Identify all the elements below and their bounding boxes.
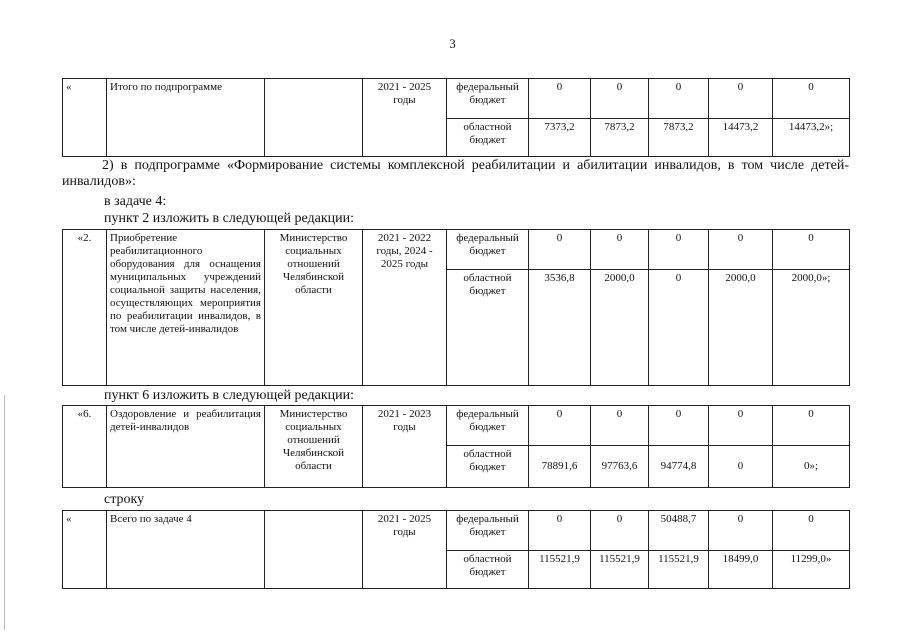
value-cell: 0 [649, 230, 709, 270]
paragraph-subprogram: 2) в подпрограмме «Формирование системы комплексной реабилитации и абилитации инвалидов, в том числе детей-инвалидов»: [62, 158, 849, 189]
value-cell: 0 [529, 406, 591, 446]
table-item-2 [62, 229, 850, 386]
row-executor: Министерство социальных отношений Челябинской области [265, 406, 363, 488]
row-name: Приобретение реабилитационного оборудования для оснащения муниципальных учреждений социальной защиты населения, осуществляющих мероприятия по реабилитации инвалидов, в том числе детей-инвалидов [107, 230, 265, 386]
row-executor [265, 79, 363, 157]
row-quote: « [63, 79, 107, 157]
value-cell: 0 [591, 406, 649, 446]
value-cell: 0 [649, 79, 709, 119]
value-cell: 2000,0 [591, 270, 649, 386]
value-cell: 115521,9 [529, 551, 591, 589]
value-cell: 2000,0 [709, 270, 773, 386]
value-cell: 0 [649, 270, 709, 386]
row-name: Итого по подпрограмме [107, 79, 265, 157]
value-cell: 0 [709, 79, 773, 119]
value-cell: 7873,2 [649, 119, 709, 157]
row-years: 2021 - 2022 годы, 2024 - 2025 годы [363, 230, 447, 386]
value-cell: 0 [591, 79, 649, 119]
funding-source: федеральный бюджет [447, 230, 529, 270]
row-quote: «2. [63, 230, 107, 386]
value-cell: 78891,6 [529, 446, 591, 488]
funding-source: областной бюджет [447, 119, 529, 157]
row-years: 2021 - 2025 годы [363, 511, 447, 589]
funding-source: федеральный бюджет [447, 511, 529, 551]
table-subprogram-total [62, 78, 850, 157]
value-cell: 0 [591, 230, 649, 270]
funding-source: областной бюджет [447, 551, 529, 589]
value-cell: 97763,6 [591, 446, 649, 488]
paragraph-task: в задаче 4: [104, 194, 167, 209]
row-name: Всего по задаче 4 [107, 511, 265, 589]
value-cell: 14473,2 [709, 119, 773, 157]
funding-source: федеральный бюджет [447, 406, 529, 446]
value-cell: 0 [649, 406, 709, 446]
value-cell: 115521,9 [591, 551, 649, 589]
value-cell: 0 [709, 446, 773, 488]
margin-scan-mark [4, 395, 5, 630]
paragraph-row: строку [104, 492, 145, 507]
table-task-total [62, 510, 850, 589]
row-quote: «6. [63, 406, 107, 488]
value-cell: 2000,0»; [773, 270, 850, 386]
row-executor [265, 511, 363, 589]
value-cell: 0 [773, 79, 850, 119]
row-name: Оздоровление и реабилитация детей-инвалидов [107, 406, 265, 488]
value-cell: 0 [773, 511, 850, 551]
row-years: 2021 - 2023 годы [363, 406, 447, 488]
value-cell: 0»; [773, 446, 850, 488]
funding-source: областной бюджет [447, 446, 529, 488]
value-cell: 94774,8 [649, 446, 709, 488]
row-quote: « [63, 511, 107, 589]
paragraph-item2: пункт 2 изложить в следующей редакции: [104, 211, 354, 226]
funding-source: федеральный бюджет [447, 79, 529, 119]
value-cell: 50488,7 [649, 511, 709, 551]
value-cell: 7873,2 [591, 119, 649, 157]
value-cell: 0 [529, 230, 591, 270]
value-cell: 14473,2»; [773, 119, 850, 157]
page-number: 3 [449, 36, 456, 51]
value-cell: 0 [709, 511, 773, 551]
value-cell: 115521,9 [649, 551, 709, 589]
value-cell: 3536,8 [529, 270, 591, 386]
row-years: 2021 - 2025 годы [363, 79, 447, 157]
funding-source: областной бюджет [447, 270, 529, 386]
value-cell: 18499,0 [709, 551, 773, 589]
value-cell: 7373,2 [529, 119, 591, 157]
value-cell: 0 [773, 406, 850, 446]
value-cell: 0 [773, 230, 850, 270]
value-cell: 0 [709, 406, 773, 446]
value-cell: 11299,0» [773, 551, 850, 589]
table-item-6 [62, 405, 850, 488]
value-cell: 0 [591, 511, 649, 551]
row-executor: Министерство социальных отношений Челябинской области [265, 230, 363, 386]
value-cell: 0 [709, 230, 773, 270]
value-cell: 0 [529, 79, 591, 119]
value-cell: 0 [529, 511, 591, 551]
paragraph-item6: пункт 6 изложить в следующей редакции: [104, 388, 354, 403]
